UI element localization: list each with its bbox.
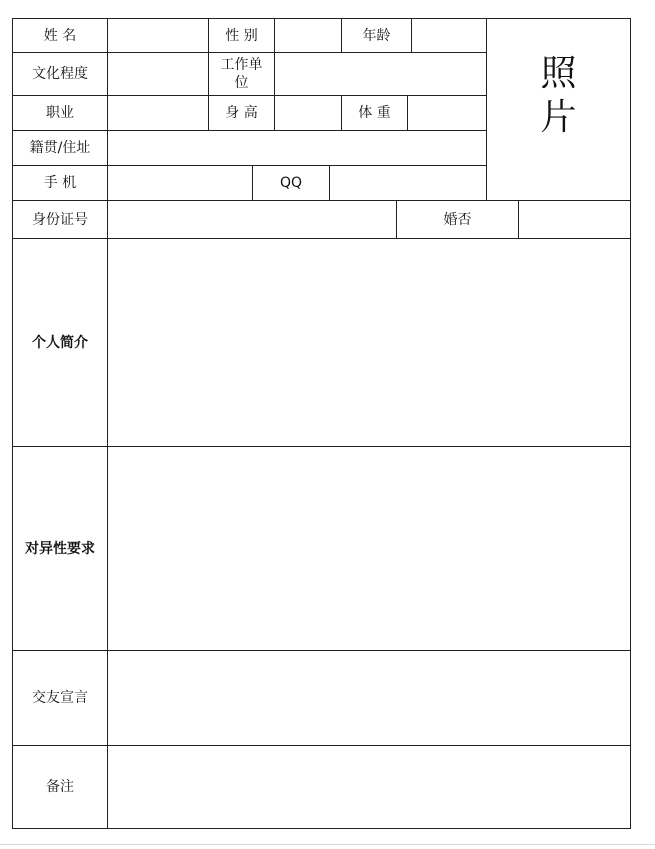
- remarks-input[interactable]: [108, 746, 631, 829]
- hometown-address-input[interactable]: [108, 131, 487, 166]
- page-bottom-divider: [0, 844, 655, 845]
- hometown-address-label: 籍贯/住址: [12, 131, 108, 166]
- remarks-label: 备注: [12, 746, 108, 829]
- partner-requirements-label: 对异性要求: [12, 447, 108, 651]
- age-label: 年龄: [342, 18, 412, 53]
- personal-intro-input[interactable]: [108, 239, 631, 447]
- mobile-input[interactable]: [108, 166, 253, 201]
- marital-status-input[interactable]: [519, 201, 631, 239]
- dating-declaration-input[interactable]: [108, 651, 631, 746]
- height-label: 身 高: [209, 96, 275, 131]
- id-number-label: 身份证号: [12, 201, 108, 239]
- personal-intro-label: 个人简介: [12, 239, 108, 447]
- employer-label: 工作单 位: [209, 53, 275, 96]
- id-number-input[interactable]: [108, 201, 397, 239]
- occupation-label: 职业: [12, 96, 108, 131]
- photo-placeholder: 照 片: [487, 18, 631, 201]
- employer-input[interactable]: [275, 53, 487, 96]
- gender-input[interactable]: [275, 18, 342, 53]
- age-input[interactable]: [412, 18, 487, 53]
- qq-input[interactable]: [330, 166, 487, 201]
- occupation-input[interactable]: [108, 96, 209, 131]
- qq-label: QQ: [253, 166, 330, 201]
- education-input[interactable]: [108, 53, 209, 96]
- partner-requirements-input[interactable]: [108, 447, 631, 651]
- name-input[interactable]: [108, 18, 209, 53]
- weight-label: 体 重: [342, 96, 408, 131]
- mobile-label: 手 机: [12, 166, 108, 201]
- education-label: 文化程度: [12, 53, 108, 96]
- height-input[interactable]: [275, 96, 342, 131]
- dating-declaration-label: 交友宣言: [12, 651, 108, 746]
- gender-label: 性 别: [209, 18, 275, 53]
- weight-input[interactable]: [408, 96, 487, 131]
- name-label: 姓 名: [12, 18, 108, 53]
- marital-status-label: 婚否: [397, 201, 519, 239]
